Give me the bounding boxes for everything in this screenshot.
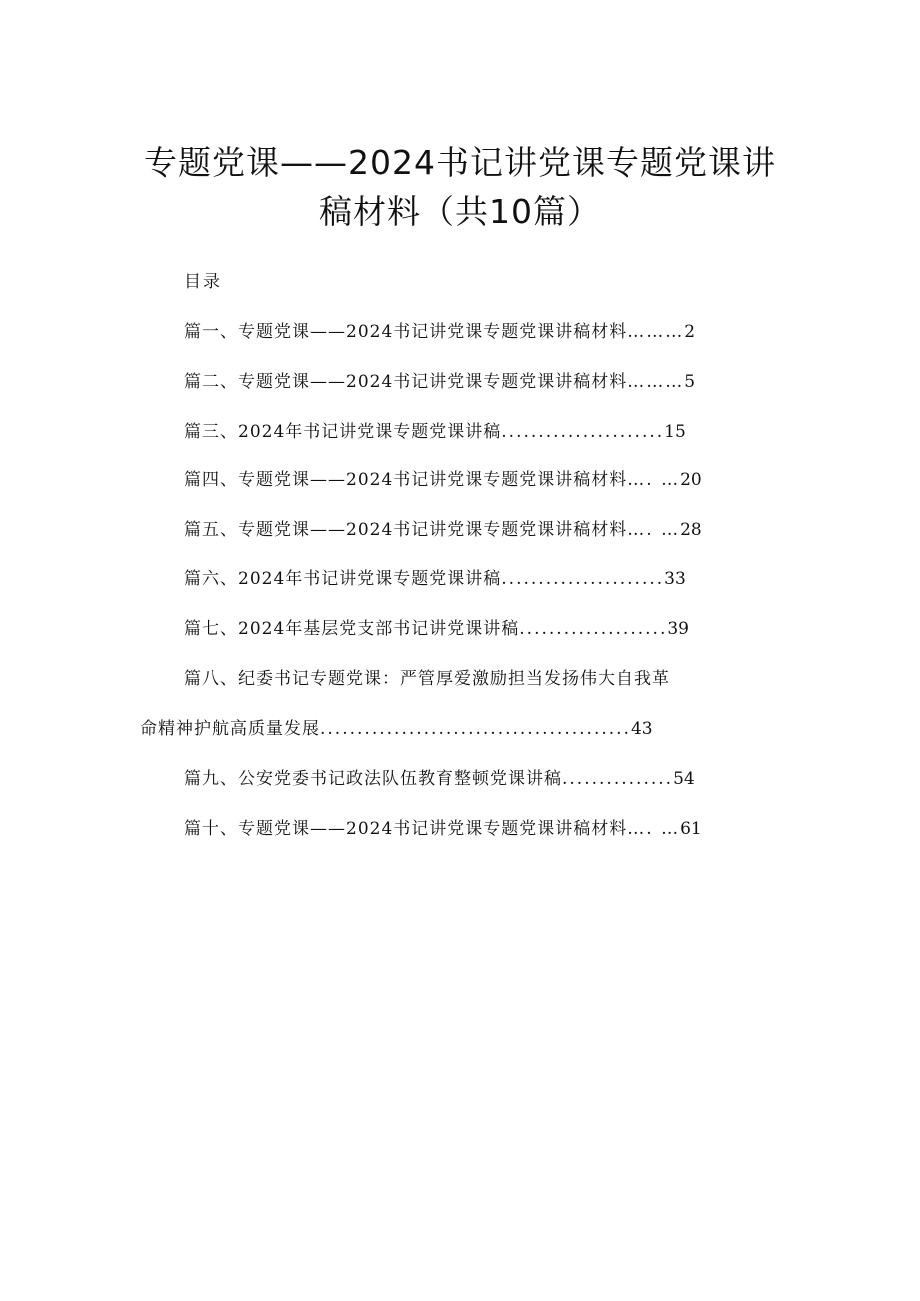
toc-page-number: 15 — [664, 422, 686, 442]
toc-entry-8-line1[interactable] — [184, 665, 670, 693]
toc-leader: .......................................... — [320, 719, 631, 739]
toc-entry-2[interactable] — [184, 368, 695, 396]
toc-leader: ...................... — [501, 569, 665, 589]
toc-entry-text: 篇十、专题党课——2024书记讲党课专题党课讲稿材料 — [184, 819, 628, 839]
toc-entry-6[interactable] — [184, 565, 686, 593]
toc-entry-text: 篇六、2024年书记讲党课专题党课讲稿 — [184, 569, 502, 589]
toc-leader: ……… — [627, 322, 685, 342]
toc-leader: ……… — [627, 372, 685, 392]
toc-page-number: 43 — [630, 719, 653, 739]
toc-entry-9[interactable] — [184, 765, 695, 793]
toc-leader: …. … — [627, 819, 681, 839]
toc-page-number: 39 — [667, 619, 689, 639]
toc-entry-7[interactable] — [184, 615, 689, 643]
toc-entry-text: 命精神护航高质量发展 — [140, 719, 320, 739]
toc-entry-10[interactable] — [184, 815, 702, 843]
toc-entry-5[interactable] — [184, 516, 702, 544]
toc-entry-text: 篇一、专题党课——2024书记讲党课专题党课讲稿材料 — [184, 322, 628, 342]
toc-entry-1[interactable] — [184, 318, 695, 346]
toc-leader: ............... — [562, 769, 674, 789]
toc-entry-text: 篇七、2024年基层党支部书记讲党课讲稿 — [184, 619, 520, 639]
toc-leader: ...................... — [501, 422, 665, 442]
toc-page-number: 2 — [684, 322, 696, 342]
toc-page-number: 54 — [673, 769, 695, 789]
toc-heading: 目录 — [184, 272, 222, 292]
toc-entry-text: 篇八、纪委书记专题党课：严管厚爱激励担当发扬伟大自我革 — [184, 669, 670, 689]
toc-page-number: 5 — [684, 372, 696, 392]
toc-leader: …. … — [627, 520, 681, 540]
toc-entry-4[interactable] — [184, 466, 702, 494]
toc-page-number: 33 — [664, 569, 686, 589]
toc-entry-text: 篇二、专题党课——2024书记讲党课专题党课讲稿材料 — [184, 372, 628, 392]
document-title-line2: 稿材料（共10篇） — [319, 192, 601, 231]
toc-page-number: 20 — [680, 470, 702, 490]
toc-leader: …. … — [627, 470, 681, 490]
document-title-line1: 专题党课——2024书记讲党课专题党课讲 — [144, 143, 776, 182]
toc-entry-text: 篇四、专题党课——2024书记讲党课专题党课讲稿材料 — [184, 470, 628, 490]
toc-page-number: 28 — [680, 520, 702, 540]
toc-entry-8-line2[interactable] — [140, 715, 653, 743]
toc-entry-text: 篇九、公安党委书记政法队伍教育整顿党课讲稿 — [184, 769, 562, 789]
toc-entry-text: 篇三、2024年书记讲党课专题党课讲稿 — [184, 422, 502, 442]
toc-entry-3[interactable] — [184, 418, 686, 446]
toc-leader: .................... — [519, 619, 668, 639]
toc-page-number: 61 — [680, 819, 702, 839]
toc-entry-text: 篇五、专题党课——2024书记讲党课专题党课讲稿材料 — [184, 520, 628, 540]
